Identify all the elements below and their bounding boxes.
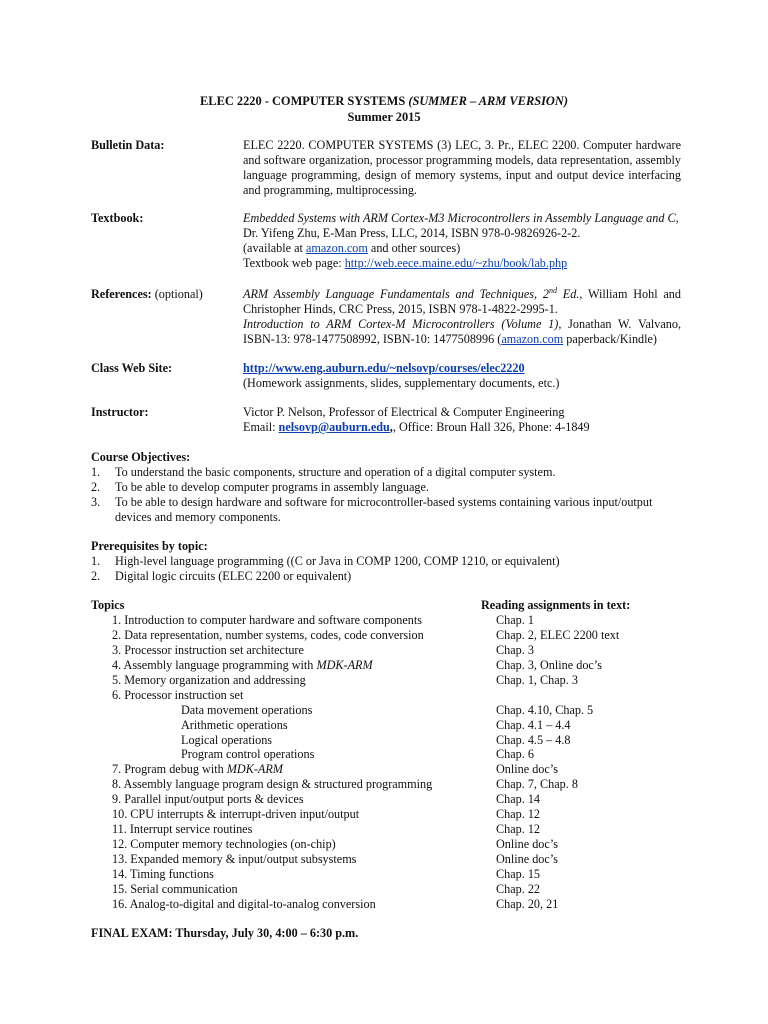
table-row	[91, 867, 691, 882]
topic-cell: Logical operations	[181, 732, 273, 747]
bulletin-label: Bulletin Data:	[91, 138, 165, 152]
topics-table	[91, 613, 691, 912]
topic-cell: 8. Assembly language program design & structured programming	[112, 777, 433, 792]
table-row	[91, 792, 691, 807]
table-row	[91, 658, 691, 673]
website-note: (Homework assignments, slides, supplementary documents, etc.)	[243, 376, 560, 390]
website-section	[91, 361, 681, 391]
reading-cell: Online doc’s	[496, 762, 558, 777]
table-row	[91, 703, 691, 718]
final-exam: FINAL EXAM: Thursday, July 30, 4:00 – 6:30 p.m.	[91, 926, 359, 940]
topics-heading: Topics	[91, 598, 125, 612]
reference-1: ARM Assembly Language Fundamentals and Techniques, 2nd Ed., William Hohl and Christopher Hinds, CRC Press, 2015, ISBN 978-1-4822-2995-1.	[243, 285, 681, 316]
topic-cell: 13. Expanded memory & input/output subsystems	[112, 852, 357, 866]
topic-cell: 2. Data representation, number systems, codes, code conversion	[112, 627, 424, 642]
reading-cell: Chap. 1, Chap. 3	[496, 672, 578, 687]
table-row	[91, 643, 691, 658]
reading-cell: Chap. 4.5 – 4.8	[496, 732, 571, 747]
textbook-citation: Embedded Systems with ARM Cortex-M3 Microcontrollers in Assembly Language and C, Dr. Yifeng Zhu, E-Man Press, LLC, 2014, ISBN 978-0-9826926-2-2.	[243, 211, 679, 240]
reading-cell: Chap. 12	[496, 807, 541, 822]
reading-cell: Chap. 20, 21	[496, 896, 559, 911]
instructor-section	[91, 405, 681, 435]
topic-cell: 4. Assembly language programming with MDK-ARM	[112, 657, 373, 672]
topic-cell: Program control operations	[181, 747, 315, 762]
table-row	[91, 628, 691, 643]
textbook-availability: (available at amazon.com and other sources)	[243, 241, 461, 255]
bulletin-section	[91, 138, 681, 198]
table-row	[91, 882, 691, 897]
textbook-title: Embedded Systems with ARM Cortex-M3 Microcontrollers in Assembly Language and C	[243, 211, 676, 225]
bulletin-text: ELEC 2220. COMPUTER SYSTEMS (3) LEC, 3. Pr., ELEC 2200. Computer hardware and software organization, processor programming models, data representation, assembly language programming, design of memory systems, input and output device interfacing and programming, multiprocessing.	[243, 138, 681, 197]
topics-section	[91, 598, 691, 912]
table-row	[91, 762, 691, 777]
list-item: 3. To be able to design hardware and software for microcontroller-based systems containing various input/output devices and memory components.	[91, 495, 653, 524]
topic-cell: 14. Timing functions	[112, 866, 214, 881]
references-label: References: (optional)	[91, 287, 203, 301]
instructor-contact: Email: nelsovp@auburn.edu,, Office: Broun Hall 326, Phone: 4-1849	[243, 420, 590, 434]
table-row	[91, 688, 691, 703]
textbook-section	[91, 211, 681, 271]
document-title	[0, 93, 768, 125]
topic-cell: 7. Program debug with MDK-ARM	[112, 762, 283, 777]
reading-cell: Chap. 1	[496, 613, 534, 627]
title-italic: (SUMMER – ARM VERSION)	[408, 94, 568, 108]
table-row	[91, 673, 691, 688]
textbook-web: Textbook web page: http://web.eece.maine.edu/~zhu/book/lab.php	[243, 256, 568, 270]
textbook-web-link[interactable]: http://web.eece.maine.edu/~zhu/book/lab.php	[344, 256, 568, 270]
instructor-name: Victor P. Nelson, Professor of Electrical & Computer Engineering	[243, 405, 565, 419]
amazon-link[interactable]: amazon.com	[305, 241, 368, 255]
reference-2: Introduction to ARM Cortex-M Microcontrollers (Volume 1), Jonathan W. Valvano, ISBN-13: 978-1477508992, ISBN-10: 1477508996 (amazon.com paperback/Kindle)	[243, 317, 681, 346]
reading-cell: Online doc’s	[496, 837, 558, 852]
table-row	[91, 807, 691, 822]
table-row	[91, 733, 691, 748]
prereqs-section	[91, 539, 691, 584]
objectives-heading: Course Objectives:	[91, 450, 191, 464]
reading-cell: Online doc’s	[496, 852, 558, 866]
list-item: 1. High-level language programming ((C or Java in COMP 1200, COMP 1210, or equivalent)	[91, 554, 560, 568]
objectives-section	[91, 450, 691, 525]
reading-cell: Chap. 15	[496, 866, 541, 881]
reading-cell: Chap. 2, ELEC 2200 text	[496, 627, 620, 642]
references-section	[91, 287, 681, 347]
table-row	[91, 747, 691, 762]
prereqs-heading: Prerequisites by topic:	[91, 539, 208, 553]
table-row	[91, 613, 691, 628]
topic-cell: 1. Introduction to computer hardware and software components	[112, 613, 423, 627]
objectives-list	[91, 465, 691, 525]
title-main: ELEC 2220 - COMPUTER SYSTEMS	[200, 94, 409, 108]
table-row	[91, 718, 691, 733]
table-row	[91, 822, 691, 837]
table-row	[91, 897, 691, 912]
instructor-label: Instructor:	[91, 405, 149, 419]
topic-cell: 15. Serial communication	[112, 881, 238, 896]
reading-cell: Chap. 6	[496, 747, 534, 762]
list-item: 2. Digital logic circuits (ELEC 2200 or equivalent)	[91, 569, 352, 583]
topic-cell: 11. Interrupt service routines	[112, 822, 253, 837]
reading-cell: Chap. 4.1 – 4.4	[496, 717, 571, 732]
reading-cell: Chap. 3, Online doc’s	[496, 657, 602, 672]
prereqs-list	[91, 554, 691, 584]
topic-cell: 6. Processor instruction set	[112, 687, 244, 702]
class-website-link[interactable]: http://www.eng.auburn.edu/~nelsovp/courses/elec2220	[243, 361, 525, 375]
reading-cell: Chap. 12	[496, 822, 541, 837]
table-row	[91, 777, 691, 792]
reading-cell: Chap. 3	[496, 642, 534, 657]
reading-cell: Chap. 4.10, Chap. 5	[496, 702, 594, 717]
instructor-email-link[interactable]: nelsovp@auburn.edu	[278, 420, 390, 434]
website-label: Class Web Site:	[91, 361, 173, 375]
reading-heading: Reading assignments in text:	[481, 598, 631, 612]
reading-cell: Chap. 14	[496, 792, 541, 807]
table-row	[91, 852, 691, 867]
topic-cell: 5. Memory organization and addressing	[112, 672, 306, 687]
amazon-link-2[interactable]: amazon.com	[501, 332, 564, 346]
list-item: 1. To understand the basic components, structure and operation of a digital computer system.	[91, 465, 556, 479]
topic-cell: 16. Analog-to-digital and digital-to-analog conversion	[112, 896, 376, 911]
topic-cell: 9. Parallel input/output ports & devices	[112, 792, 304, 807]
reading-cell: Chap. 22	[496, 881, 541, 896]
topic-cell: 3. Processor instruction set architecture	[112, 642, 304, 657]
reading-cell: Chap. 7, Chap. 8	[496, 777, 578, 792]
topic-cell: 10. CPU interrupts & interrupt-driven input/output	[112, 807, 360, 822]
table-row	[91, 837, 691, 852]
textbook-label: Textbook:	[91, 211, 144, 225]
topic-cell: 12. Computer memory technologies (on-chip)	[112, 837, 336, 852]
topic-cell: Data movement operations	[181, 702, 313, 717]
topic-cell: Arithmetic operations	[181, 717, 288, 732]
list-item: 2. To be able to develop computer programs in assembly language.	[91, 480, 429, 494]
title-term: Summer 2015	[347, 110, 421, 124]
